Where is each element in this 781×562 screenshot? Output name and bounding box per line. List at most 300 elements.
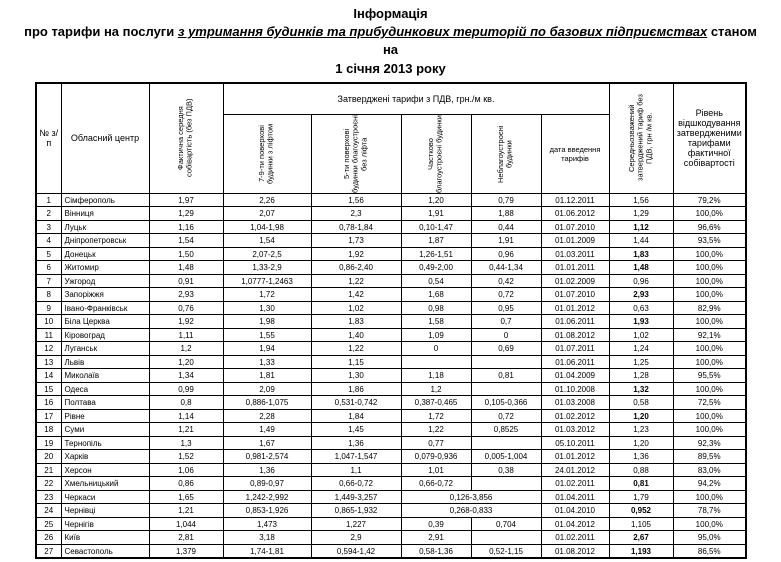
reimbursement-cell: 82,9% (673, 301, 746, 315)
city-cell: Івано-Франківськ (61, 301, 149, 315)
tariff-none-cell: 0,8525 (471, 423, 541, 437)
fact-cost-cell: 0,76 (149, 301, 223, 315)
city-cell: Чернігів (61, 517, 149, 531)
row-num: 23 (36, 490, 61, 504)
table-row (36, 504, 746, 518)
fact-cost-cell: 1,65 (149, 490, 223, 504)
table-row (36, 450, 746, 464)
city-cell: Луцьк (61, 220, 149, 234)
title-line-3: 1 січня 2013 року (335, 60, 446, 76)
tariff-5-cell: 1,42 (311, 288, 401, 302)
tariff-none-cell (471, 382, 541, 396)
tariff-none-cell: 0,44 (471, 220, 541, 234)
avg-tariff-cell: 1,02 (609, 328, 673, 342)
fact-cost-cell: 1,2 (149, 342, 223, 356)
row-num: 22 (36, 477, 61, 491)
tariff-7-9-cell: 1,0777-1,2463 (223, 274, 311, 288)
header-approved-group: Затверджені тарифи з ПДВ, грн./м кв. (223, 83, 609, 115)
avg-tariff-cell: 1,93 (609, 315, 673, 329)
tariff-7-9-cell: 1,49 (223, 423, 311, 437)
tariff-7-9-cell: 1,72 (223, 288, 311, 302)
date-cell: 01.01.2011 (541, 261, 609, 275)
row-num: 4 (36, 234, 61, 248)
city-cell: Київ (61, 531, 149, 545)
header-tariff-date: дата введення тарифів (541, 114, 609, 193)
tariff-5-cell: 1,047-1,547 (311, 450, 401, 464)
date-cell: 01.04.2009 (541, 369, 609, 383)
tariff-7-9-cell: 1,94 (223, 342, 311, 356)
fact-cost-cell: 1,54 (149, 234, 223, 248)
avg-tariff-cell: 1,193 (609, 544, 673, 558)
city-cell: Сімферополь (61, 193, 149, 207)
row-num: 20 (36, 450, 61, 464)
date-cell: 01.01.2009 (541, 234, 609, 248)
tariff-partial-cell: 1,58 (401, 315, 471, 329)
avg-tariff-cell: 1,56 (609, 193, 673, 207)
tariff-5-cell: 2,9 (311, 531, 401, 545)
tariff-5-cell: 0,594-1,42 (311, 544, 401, 558)
tariff-partial-cell: 0,58-1,36 (401, 544, 471, 558)
table-row (36, 207, 746, 221)
table-row (36, 544, 746, 558)
tariff-partial-cell: 0,77 (401, 436, 471, 450)
city-cell: Дніпропетровськ (61, 234, 149, 248)
date-cell: 01.12.2011 (541, 193, 609, 207)
tariff-5-cell: 1,449-3,257 (311, 490, 401, 504)
reimbursement-cell: 95,5% (673, 369, 746, 383)
tariff-7-9-cell: 1,04-1,98 (223, 220, 311, 234)
reimbursement-cell: 92,1% (673, 328, 746, 342)
date-cell: 01.07.2010 (541, 220, 609, 234)
tariff-none-cell: 0,704 (471, 517, 541, 531)
avg-tariff-cell: 2,93 (609, 288, 673, 302)
date-cell: 01.06.2011 (541, 355, 609, 369)
table-row (36, 463, 746, 477)
table-body (36, 193, 746, 558)
row-num: 25 (36, 517, 61, 531)
tariff-7-9-cell: 1,36 (223, 463, 311, 477)
title-line2-suffix: станом на (382, 24, 757, 58)
avg-tariff-cell: 0,952 (609, 504, 673, 518)
tariff-none-cell (471, 531, 541, 545)
avg-tariff-cell: 1,20 (609, 436, 673, 450)
row-num: 27 (36, 544, 61, 558)
fact-cost-cell: 0,8 (149, 396, 223, 410)
tariff-5-cell: 1,92 (311, 247, 401, 261)
tariff-none-cell: 1,88 (471, 207, 541, 221)
date-cell: 01.03.2008 (541, 396, 609, 410)
city-cell: Черкаси (61, 490, 149, 504)
tariff-partial-cell: 1,22 (401, 423, 471, 437)
row-num: 13 (36, 355, 61, 369)
tariff-7-9-cell: 2,07-2,5 (223, 247, 311, 261)
city-cell: Донецьк (61, 247, 149, 261)
date-cell: 01.07.2010 (541, 288, 609, 302)
reimbursement-cell: 93,5% (673, 234, 746, 248)
tariff-7-9-cell: 1,54 (223, 234, 311, 248)
tariff-5-cell: 0,78-1,84 (311, 220, 401, 234)
table-row (36, 261, 746, 275)
fact-cost-cell: 2,93 (149, 288, 223, 302)
avg-tariff-cell: 1,44 (609, 234, 673, 248)
tariff-none-cell (471, 436, 541, 450)
date-cell: 01.02.2012 (541, 409, 609, 423)
table-row (36, 409, 746, 423)
tariff-5-cell: 1,30 (311, 369, 401, 383)
date-cell: 01.04.2012 (541, 517, 609, 531)
avg-tariff-cell: 1,48 (609, 261, 673, 275)
reimbursement-cell: 100,0% (673, 423, 746, 437)
fact-cost-cell: 1,044 (149, 517, 223, 531)
reimbursement-cell: 92,3% (673, 436, 746, 450)
tariff-none-cell: 0,38 (471, 463, 541, 477)
city-cell: Вінниця (61, 207, 149, 221)
tariff-none-cell: 0,95 (471, 301, 541, 315)
tariff-partial-cell (401, 355, 471, 369)
header-city: Обласний центр (61, 83, 149, 194)
table-row (36, 301, 746, 315)
date-cell: 01.08.2012 (541, 544, 609, 558)
city-cell: Миколаїв (61, 369, 149, 383)
fact-cost-cell: 2,81 (149, 531, 223, 545)
tariff-7-9-cell: 1,81 (223, 369, 311, 383)
table-row (36, 396, 746, 410)
reimbursement-cell: 100,0% (673, 355, 746, 369)
tariff-7-9-cell: 1,33-2,9 (223, 261, 311, 275)
fact-cost-cell: 1,16 (149, 220, 223, 234)
table-row (36, 342, 746, 356)
row-num: 14 (36, 369, 61, 383)
row-num: 11 (36, 328, 61, 342)
row-num: 7 (36, 274, 61, 288)
tariff-none-cell: 0,7 (471, 315, 541, 329)
tariff-5-cell: 1,86 (311, 382, 401, 396)
row-num: 19 (36, 436, 61, 450)
date-cell: 24.01.2012 (541, 463, 609, 477)
tariff-partial-none-merged-cell: 0,268-0,833 (401, 504, 541, 518)
table-row (36, 288, 746, 302)
avg-tariff-cell: 0,58 (609, 396, 673, 410)
date-cell: 05.10.2011 (541, 436, 609, 450)
avg-tariff-cell: 1,23 (609, 423, 673, 437)
city-cell: Рівне (61, 409, 149, 423)
avg-tariff-cell: 0,81 (609, 477, 673, 491)
tariff-table (35, 82, 747, 560)
tariff-none-cell (471, 355, 541, 369)
tariff-partial-cell: 0,49-2,00 (401, 261, 471, 275)
tariff-5-cell: 1,73 (311, 234, 401, 248)
city-cell: Одеса (61, 382, 149, 396)
fact-cost-cell: 1,21 (149, 504, 223, 518)
avg-tariff-cell: 1,28 (609, 369, 673, 383)
tariff-partial-cell: 1,09 (401, 328, 471, 342)
header-fact-cost: Фактична середня собівартість (без ПДВ) (149, 83, 223, 194)
table-row (36, 369, 746, 383)
table-row (36, 247, 746, 261)
date-cell: 01.02.2009 (541, 274, 609, 288)
reimbursement-cell: 78,7% (673, 504, 746, 518)
date-cell: 01.07.2011 (541, 342, 609, 356)
tariff-none-cell: 0,96 (471, 247, 541, 261)
tariff-none-cell: 1,91 (471, 234, 541, 248)
avg-tariff-cell: 1,79 (609, 490, 673, 504)
reimbursement-cell: 72,5% (673, 396, 746, 410)
row-num: 9 (36, 301, 61, 315)
tariff-none-cell: 0,69 (471, 342, 541, 356)
avg-tariff-cell: 0,88 (609, 463, 673, 477)
tariff-none-cell: 0,52-1,15 (471, 544, 541, 558)
header-partial-amenities: Частково благоустроєні будинки (401, 114, 471, 193)
tariff-5-cell: 0,865-1,932 (311, 504, 401, 518)
city-cell: Ужгород (61, 274, 149, 288)
tariff-5-cell: 0,86-2,40 (311, 261, 401, 275)
fact-cost-cell: 1,20 (149, 355, 223, 369)
table-row (36, 531, 746, 545)
date-cell: 01.03.2011 (541, 247, 609, 261)
reimbursement-cell: 100,0% (673, 409, 746, 423)
tariff-7-9-cell: 2,28 (223, 409, 311, 423)
city-cell: Луганськ (61, 342, 149, 356)
tariff-partial-cell: 1,72 (401, 409, 471, 423)
row-num: 10 (36, 315, 61, 329)
avg-tariff-cell: 1,25 (609, 355, 673, 369)
tariff-partial-cell: 0,66-0,72 (401, 477, 471, 491)
reimbursement-cell: 100,0% (673, 382, 746, 396)
tariff-none-cell: 0,005-1,004 (471, 450, 541, 464)
avg-tariff-cell: 1,32 (609, 382, 673, 396)
date-cell: 01.06.2011 (541, 315, 609, 329)
city-cell: Запоріжжя (61, 288, 149, 302)
avg-tariff-cell: 0,96 (609, 274, 673, 288)
city-cell: Львів (61, 355, 149, 369)
reimbursement-cell: 100,0% (673, 274, 746, 288)
fact-cost-cell: 1,34 (149, 369, 223, 383)
tariff-none-cell: 0,81 (471, 369, 541, 383)
city-cell: Чернівці (61, 504, 149, 518)
tariff-7-9-cell: 1,30 (223, 301, 311, 315)
table-row (36, 220, 746, 234)
tariff-5-cell: 1,56 (311, 193, 401, 207)
fact-cost-cell: 1,06 (149, 463, 223, 477)
reimbursement-cell: 100,0% (673, 207, 746, 221)
tariff-7-9-cell: 0,981-2,574 (223, 450, 311, 464)
document-title (18, 5, 763, 78)
tariff-none-cell: 0,42 (471, 274, 541, 288)
date-cell: 01.01.2012 (541, 301, 609, 315)
reimbursement-cell: 100,0% (673, 247, 746, 261)
date-cell: 01.08.2012 (541, 328, 609, 342)
table-row (36, 517, 746, 531)
row-num: 18 (36, 423, 61, 437)
fact-cost-cell: 0,99 (149, 382, 223, 396)
table-row (36, 355, 746, 369)
date-cell: 01.04.2010 (541, 504, 609, 518)
table-row (36, 193, 746, 207)
tariff-partial-cell: 0,079-0,936 (401, 450, 471, 464)
title-line2-prefix: про тарифи на послуги (24, 24, 178, 40)
tariff-5-cell: 1,83 (311, 315, 401, 329)
tariff-partial-cell: 0,54 (401, 274, 471, 288)
date-cell: 01.03.2012 (541, 423, 609, 437)
header-num: № з/п (36, 83, 61, 194)
table-row (36, 328, 746, 342)
tariff-none-cell: 0,44-1,34 (471, 261, 541, 275)
tariff-7-9-cell: 2,07 (223, 207, 311, 221)
reimbursement-cell: 83,0% (673, 463, 746, 477)
reimbursement-cell: 100,0% (673, 288, 746, 302)
fact-cost-cell: 1,21 (149, 423, 223, 437)
tariff-7-9-cell: 2,09 (223, 382, 311, 396)
tariff-partial-cell: 1,01 (401, 463, 471, 477)
fact-cost-cell: 1,50 (149, 247, 223, 261)
row-num: 26 (36, 531, 61, 545)
fact-cost-cell: 0,86 (149, 477, 223, 491)
tariff-5-cell: 1,227 (311, 517, 401, 531)
table-row (36, 315, 746, 329)
tariff-partial-cell: 2,91 (401, 531, 471, 545)
table-row (36, 382, 746, 396)
tariff-7-9-cell: 1,55 (223, 328, 311, 342)
date-cell: 01.04.2011 (541, 490, 609, 504)
tariff-partial-none-merged-cell: 0,126-3,856 (401, 490, 541, 504)
row-num: 6 (36, 261, 61, 275)
avg-tariff-cell: 1,36 (609, 450, 673, 464)
date-cell: 01.06.2012 (541, 207, 609, 221)
fact-cost-cell: 1,379 (149, 544, 223, 558)
tariff-7-9-cell: 0,853-1,926 (223, 504, 311, 518)
tariff-partial-cell: 1,26-1,51 (401, 247, 471, 261)
reimbursement-cell: 94,2% (673, 477, 746, 491)
reimbursement-cell: 95,0% (673, 531, 746, 545)
tariff-5-cell: 1,1 (311, 463, 401, 477)
tariff-7-9-cell: 0,886-1,075 (223, 396, 311, 410)
city-cell: Хмельницький (61, 477, 149, 491)
tariff-7-9-cell: 1,473 (223, 517, 311, 531)
tariff-7-9-cell: 1,67 (223, 436, 311, 450)
row-num: 3 (36, 220, 61, 234)
reimbursement-cell: 100,0% (673, 342, 746, 356)
table-row (36, 490, 746, 504)
row-num: 8 (36, 288, 61, 302)
fact-cost-cell: 1,14 (149, 409, 223, 423)
avg-tariff-cell: 1,105 (609, 517, 673, 531)
row-num: 16 (36, 396, 61, 410)
tariff-5-cell: 0,531-0,742 (311, 396, 401, 410)
reimbursement-cell: 100,0% (673, 490, 746, 504)
tariff-5-cell: 1,15 (311, 355, 401, 369)
tariff-5-cell: 0,66-0,72 (311, 477, 401, 491)
tariff-7-9-cell: 0,89-0,97 (223, 477, 311, 491)
city-cell: Суми (61, 423, 149, 437)
fact-cost-cell: 1,29 (149, 207, 223, 221)
tariff-partial-cell: 0,10-1,47 (401, 220, 471, 234)
tariff-none-cell: 0,72 (471, 409, 541, 423)
avg-tariff-cell: 1,83 (609, 247, 673, 261)
city-cell: Севастополь (61, 544, 149, 558)
tariff-partial-cell: 0,387-0,465 (401, 396, 471, 410)
avg-tariff-cell: 1,24 (609, 342, 673, 356)
tariff-7-9-cell: 1,242-2,992 (223, 490, 311, 504)
reimbursement-cell: 100,0% (673, 315, 746, 329)
city-cell: Кіровоград (61, 328, 149, 342)
tariff-5-cell: 1,84 (311, 409, 401, 423)
city-cell: Тернопіль (61, 436, 149, 450)
tariff-none-cell: 0,79 (471, 193, 541, 207)
table-row (36, 477, 746, 491)
tariff-none-cell: 0,72 (471, 288, 541, 302)
table-row (36, 274, 746, 288)
city-cell: Житомир (61, 261, 149, 275)
fact-cost-cell: 1,3 (149, 436, 223, 450)
date-cell: 01.10.2008 (541, 382, 609, 396)
tariff-partial-cell: 0,39 (401, 517, 471, 531)
fact-cost-cell: 1,11 (149, 328, 223, 342)
tariff-5-cell: 1,45 (311, 423, 401, 437)
table-header (36, 83, 746, 194)
reimbursement-cell: 100,0% (673, 517, 746, 531)
date-cell: 01.02.2011 (541, 531, 609, 545)
tariff-none-cell: 0 (471, 328, 541, 342)
date-cell: 01.01.2012 (541, 450, 609, 464)
table-row (36, 436, 746, 450)
tariff-7-9-cell: 3,18 (223, 531, 311, 545)
reimbursement-cell: 100,0% (673, 261, 746, 275)
tariff-none-cell: 0,105-0,366 (471, 396, 541, 410)
row-num: 24 (36, 504, 61, 518)
tariff-partial-cell: 1,18 (401, 369, 471, 383)
tariff-7-9-cell: 1,98 (223, 315, 311, 329)
avg-tariff-cell: 2,67 (609, 531, 673, 545)
tariff-7-9-cell: 2,26 (223, 193, 311, 207)
avg-tariff-cell: 1,20 (609, 409, 673, 423)
fact-cost-cell: 0,91 (149, 274, 223, 288)
header-avg-tariff: Середньозважений затверджений тариф без ПДВ, грн /м кв. (609, 83, 673, 194)
reimbursement-cell: 86,5% (673, 544, 746, 558)
tariff-partial-cell: 1,68 (401, 288, 471, 302)
row-num: 5 (36, 247, 61, 261)
tariff-partial-cell: 1,91 (401, 207, 471, 221)
tariff-5-cell: 1,22 (311, 274, 401, 288)
table-row (36, 423, 746, 437)
row-num: 21 (36, 463, 61, 477)
reimbursement-cell: 89,5% (673, 450, 746, 464)
tariff-partial-cell: 1,2 (401, 382, 471, 396)
title-line2-underlined: з утримання будинків та прибудинкових територій по базових підприємствах (177, 24, 708, 40)
date-cell: 01.02.2011 (541, 477, 609, 491)
row-num: 15 (36, 382, 61, 396)
title-line-2 (18, 23, 763, 59)
fact-cost-cell: 1,48 (149, 261, 223, 275)
row-num: 12 (36, 342, 61, 356)
city-cell: Херсон (61, 463, 149, 477)
tariff-5-cell: 1,36 (311, 436, 401, 450)
avg-tariff-cell: 0,63 (609, 301, 673, 315)
city-cell: Харків (61, 450, 149, 464)
header-7-9-floor: 7-9-ти поверхові будинки з ліфтом (223, 114, 311, 193)
tariff-partial-cell: 0,98 (401, 301, 471, 315)
tariff-5-cell: 1,22 (311, 342, 401, 356)
row-num: 17 (36, 409, 61, 423)
tariff-7-9-cell: 1,74-1,81 (223, 544, 311, 558)
reimbursement-cell: 79,2% (673, 193, 746, 207)
reimbursement-cell: 96,6% (673, 220, 746, 234)
fact-cost-cell: 1,52 (149, 450, 223, 464)
row-num: 1 (36, 193, 61, 207)
tariff-5-cell: 2,3 (311, 207, 401, 221)
table-row (36, 234, 746, 248)
tariff-7-9-cell: 1,33 (223, 355, 311, 369)
header-reimbursement-level: Рівень відшкодування затвердженими тарифами фактичної собівартості (673, 83, 746, 194)
